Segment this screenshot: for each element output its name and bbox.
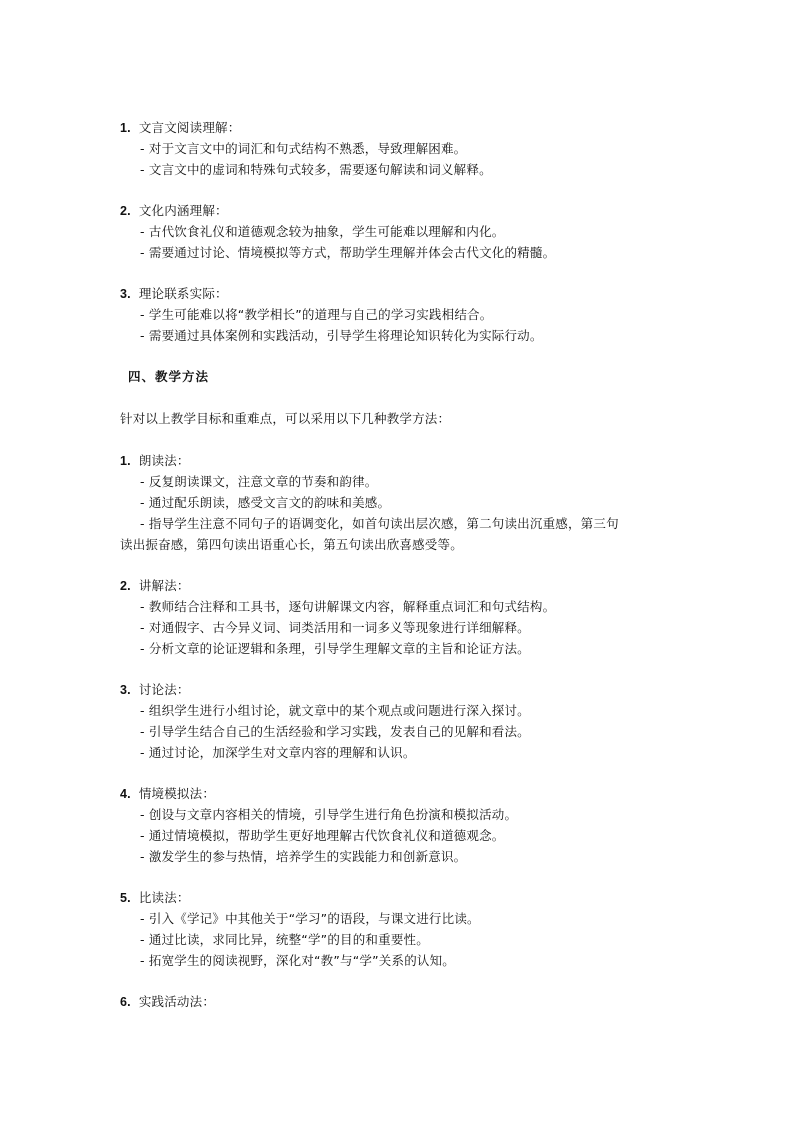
bullet-text: - 通过比读，求同比异，统整“学”的目的和重要性。 xyxy=(140,932,429,947)
list-number: 6. xyxy=(120,995,131,1009)
bullet-text: - 引入《学记》中其他关于“学习”的语段，与课文进行比读。 xyxy=(140,911,480,926)
list-item-heading xyxy=(120,890,190,906)
bullet-text: - 学生可能难以将“教学相长”的道理与自己的学习实践相结合。 xyxy=(140,307,493,322)
list-title: 讲解法： xyxy=(138,578,190,593)
list-title: 理论联系实际： xyxy=(138,286,228,301)
list-item-heading xyxy=(120,453,190,469)
section-heading: 四、教学方法 xyxy=(128,369,210,384)
list-number: 1. xyxy=(120,121,131,135)
list-number: 1. xyxy=(120,454,131,468)
bullet-text: - 通过情境模拟，帮助学生更好地理解古代饮食礼仪和道德观念。 xyxy=(140,828,505,843)
list-title: 比读法： xyxy=(138,890,190,905)
list-title: 讨论法： xyxy=(138,682,190,697)
bullet-text: - 激发学生的参与热情，培养学生的实践能力和创新意识。 xyxy=(140,849,467,864)
list-number: 2. xyxy=(120,204,131,218)
list-number: 5. xyxy=(120,891,131,905)
bullet-text: - 分析文章的论证逻辑和条理，引导学生理解文章的主旨和论证方法。 xyxy=(140,641,530,656)
list-title: 文言文阅读理解： xyxy=(138,120,241,135)
intro-paragraph: 针对以上教学目标和重难点，可以采用以下几种教学方法： xyxy=(120,411,451,426)
bullet-text: - 通过讨论，加深学生对文章内容的理解和认识。 xyxy=(140,745,416,760)
bullet-text: - 组织学生进行小组讨论，就文章中的某个观点或问题进行深入探讨。 xyxy=(140,703,530,718)
bullet-text: - 创设与文章内容相关的情境，引导学生进行角色扮演和模拟活动。 xyxy=(140,807,518,822)
bullet-text: - 对通假字、古今异义词、词类活用和一词多义等现象进行详细解释。 xyxy=(140,620,530,635)
list-item-heading xyxy=(120,120,240,136)
list-number: 3. xyxy=(120,683,131,697)
list-number: 4. xyxy=(120,787,131,801)
bullet-text: - 古代饮食礼仪和道德观念较为抽象，学生可能难以理解和内化。 xyxy=(140,224,505,239)
bullet-text: - 通过配乐朗读，感受文言文的韵味和美感。 xyxy=(140,495,391,510)
list-item-heading xyxy=(120,994,215,1010)
list-title: 文化内涵理解： xyxy=(138,203,228,218)
bullet-text: - 需要通过讨论、情境模拟等方式，帮助学生理解并体会古代文化的精髓。 xyxy=(140,245,556,260)
bullet-text: - 引导学生结合自己的生活经验和学习实践，发表自己的见解和看法。 xyxy=(140,724,530,739)
list-item-heading xyxy=(120,203,228,219)
bullet-text: - 反复朗读课文，注意文章的节奏和韵律。 xyxy=(140,474,378,489)
list-number: 2. xyxy=(120,579,131,593)
list-item-heading xyxy=(120,286,228,302)
list-title: 朗读法： xyxy=(138,453,190,468)
bullet-text: - 需要通过具体案例和实践活动，引导学生将理论知识转化为实际行动。 xyxy=(140,328,543,343)
bullet-text-continued: 读出振奋感，第四句读出语重心长，第五句读出欣喜感受等。 xyxy=(120,537,463,552)
bullet-text: - 对于文言文中的词汇和句式结构不熟悉，导致理解困难。 xyxy=(140,141,467,156)
list-title: 实践活动法： xyxy=(138,994,216,1009)
bullet-text: - 拓宽学生的阅读视野，深化对“教”与“学”关系的认知。 xyxy=(140,953,455,968)
list-number: 3. xyxy=(120,287,131,301)
list-item-heading xyxy=(120,786,215,802)
bullet-text: - 文言文中的虚词和特殊句式较多，需要逐句解读和词义解释。 xyxy=(140,162,492,177)
list-item-heading xyxy=(120,578,190,594)
list-item-heading xyxy=(120,682,190,698)
bullet-text: - 指导学生注意不同句子的语调变化，如首句读出层次感，第二句读出沉重感，第三句 xyxy=(140,516,619,531)
bullet-text: - 教师结合注释和工具书，逐句讲解课文内容，解释重点词汇和句式结构。 xyxy=(140,599,556,614)
list-title: 情境模拟法： xyxy=(138,786,216,801)
